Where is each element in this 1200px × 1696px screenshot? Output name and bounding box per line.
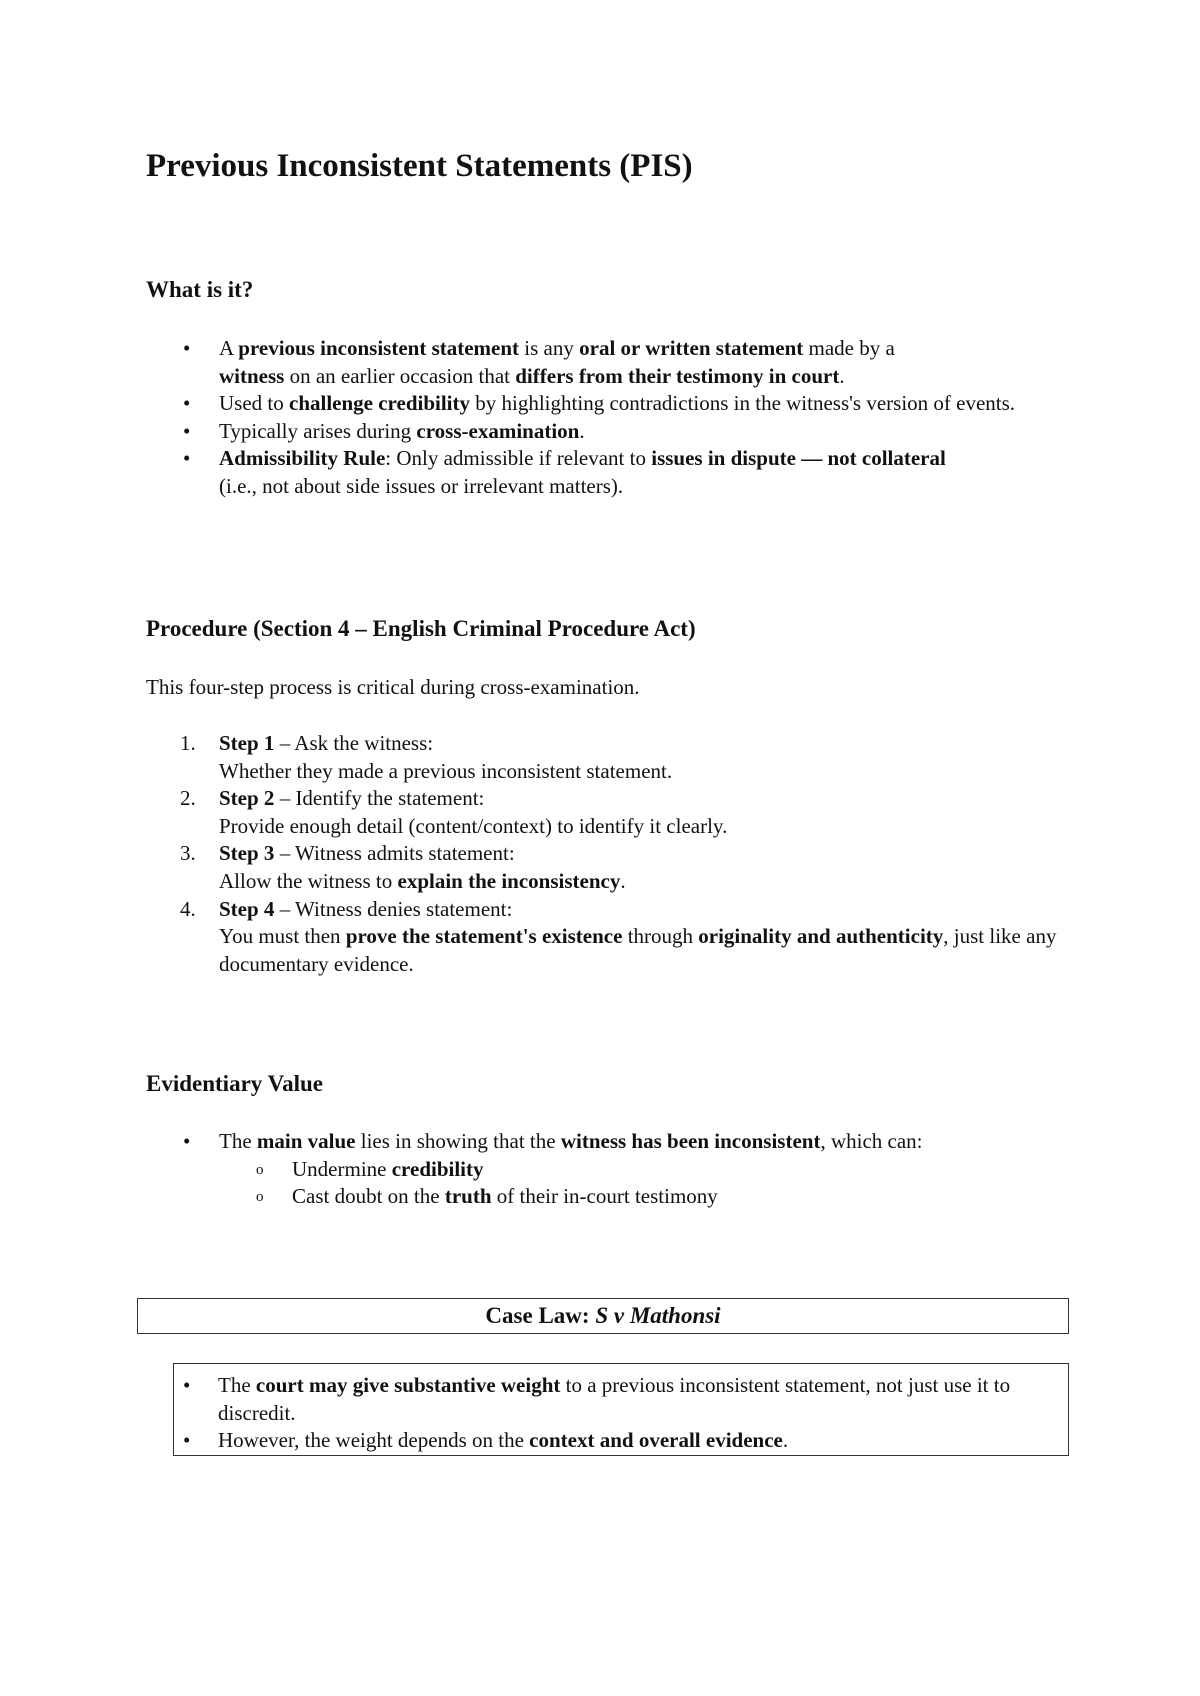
value-sublist: [219, 1156, 1106, 1211]
step-item: 1. Step 1 – Ask the witness: Whether they made a previous inconsistent statement.: [180, 731, 673, 783]
procedure-steps: [146, 730, 1106, 978]
case-law-list: [173, 1372, 1067, 1455]
list-item: • The main value lies in showing that the witness has been inconsistent, which can: o Undermine credibility o Cast doubt on the truth of their in-court testimony: [146, 1128, 1106, 1211]
list-item: • However, the weight depends on the context and overall evidence.: [173, 1427, 1067, 1455]
case-law-box: [173, 1363, 1069, 1456]
sub-list-item: o Cast doubt on the truth of their in-court testimony: [256, 1184, 718, 1209]
step-item: 2. Step 2 – Identify the statement: Provide enough detail (content/context) to identify it clearly.: [180, 786, 728, 838]
page-title: Previous Inconsistent Statements (PIS): [146, 148, 693, 184]
step-item: 4. Step 4 – Witness denies statement: You must then prove the statement's existence through originality and authenticity, just like any documentary evidence.: [180, 896, 1057, 976]
what-list: [146, 335, 1106, 501]
list-item: • Typically arises during cross-examination.: [146, 418, 1106, 446]
procedure-intro: This four-step process is critical during cross-examination.: [146, 675, 640, 699]
what-heading: What is it?: [146, 277, 254, 302]
list-item: • Used to challenge credibility by highlighting contradictions in the witness's version of events.: [146, 390, 1106, 418]
list-item: • The court may give substantive weight to a previous inconsistent statement, not just use it to discredit.: [173, 1372, 1067, 1427]
procedure-heading: Procedure (Section 4 – English Criminal Procedure Act): [146, 616, 696, 641]
list-item: • A previous inconsistent statement is any oral or written statement made by a witness on an earlier occasion that differs from their testimony in court.: [146, 335, 1106, 390]
sub-list-item: o Undermine credibility: [256, 1156, 484, 1181]
value-list: [146, 1128, 1106, 1211]
list-item: • Admissibility Rule: Only admissible if relevant to issues in dispute — not collateral (i.e., not about side issues or irrelevant matters).: [146, 445, 1106, 500]
case-name: S v Mathonsi: [595, 1303, 721, 1328]
value-heading: Evidentiary Value: [146, 1071, 324, 1096]
step-item: 3. Step 3 – Witness admits statement: Allow the witness to explain the inconsistency.: [180, 841, 626, 893]
case-law-header: Case Law: S v Mathonsi: [137, 1298, 1069, 1334]
